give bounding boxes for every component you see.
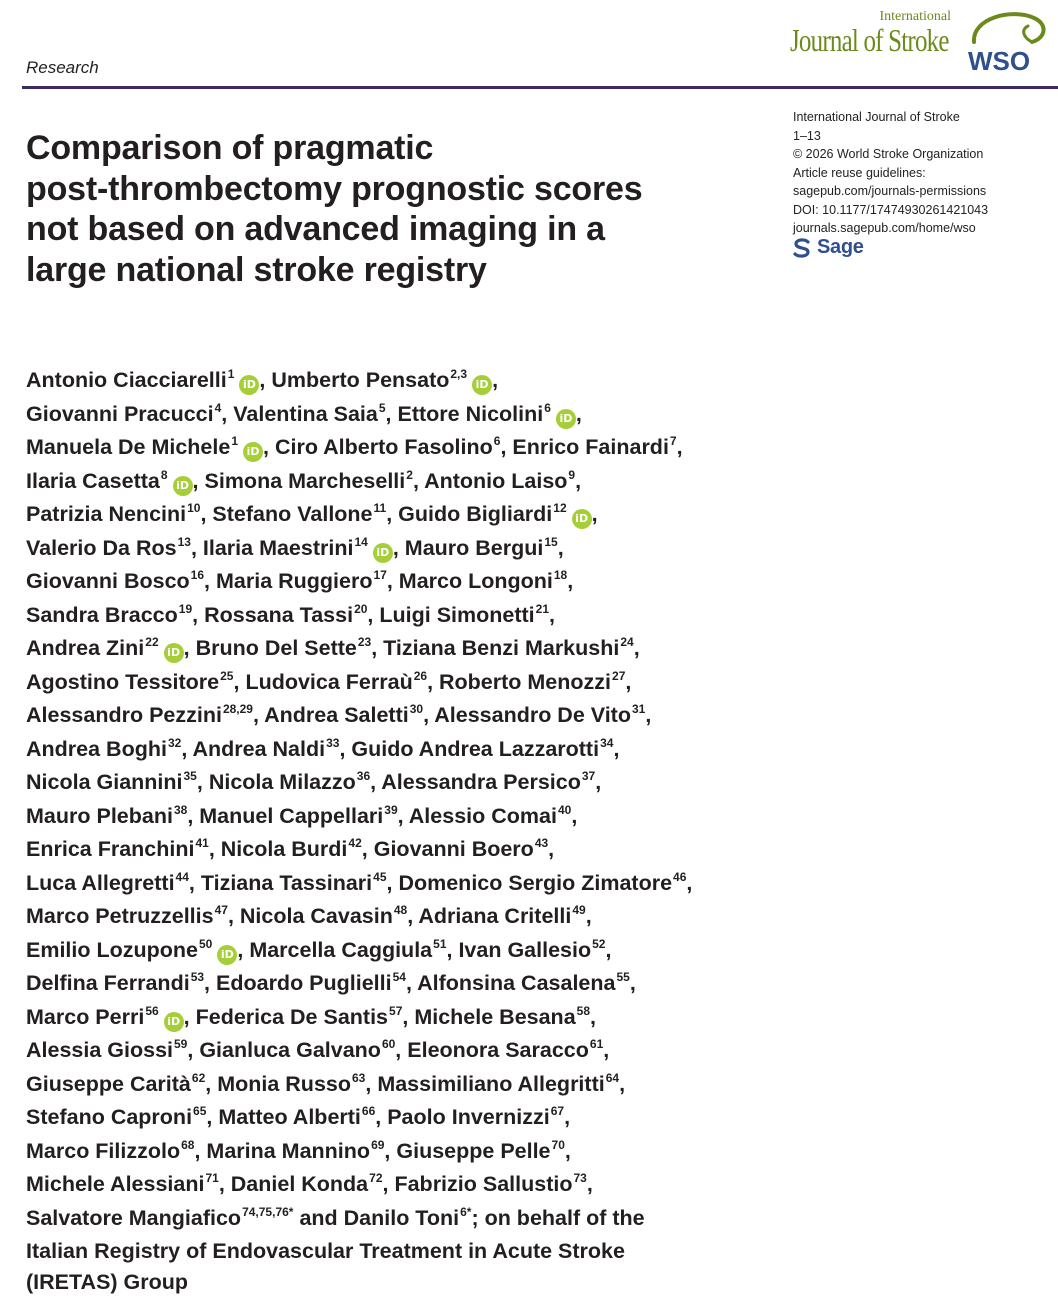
author-name: Patrizia Nencini — [26, 502, 186, 526]
author-name: Manuela De Michele — [26, 435, 230, 459]
author-separator: , — [564, 1105, 570, 1129]
meta-line[interactable]: DOI: 10.1177/17474930261421043 — [793, 201, 1053, 220]
article-meta — [793, 108, 1053, 238]
author-name: Guido Bigliardi — [398, 502, 552, 526]
author-separator: , — [237, 938, 249, 962]
author-name: Alessio Comai — [409, 804, 557, 828]
affiliation-marker: 48 — [394, 903, 407, 917]
author-name: Italian Registry of Endovascular Treatment in Acute Stroke — [26, 1239, 625, 1263]
author-separator: , — [194, 1139, 206, 1163]
affiliation-marker: 32 — [168, 736, 181, 750]
author-line — [26, 1002, 1056, 1036]
author-name: Alessandro Pezzini — [26, 703, 222, 727]
orcid-icon[interactable]: iD — [217, 945, 237, 965]
author-separator: , — [187, 1038, 199, 1062]
author-name: Enrica Franchini — [26, 837, 194, 861]
affiliation-marker: 58 — [577, 1004, 590, 1018]
author-separator: , — [383, 1172, 395, 1196]
journal-name-large: Journal of Stroke — [790, 24, 919, 56]
author-line — [26, 700, 1056, 734]
author-separator: , — [500, 435, 512, 459]
author-separator: , — [571, 804, 577, 828]
affiliation-marker: 65 — [193, 1104, 206, 1118]
author-separator: , — [370, 770, 381, 794]
author-separator: , — [398, 804, 409, 828]
author-name: Sandra Bracco — [26, 603, 178, 627]
author-separator: , — [592, 502, 598, 526]
author-name: Giovanni Boero — [374, 837, 534, 861]
affiliation-marker: 15 — [544, 535, 557, 549]
author-name: Salvatore Mangiafico — [26, 1206, 241, 1230]
affiliation-marker: 66 — [362, 1104, 375, 1118]
author-separator: , — [367, 603, 379, 627]
author-line — [26, 801, 1056, 835]
affiliation-marker: 21 — [536, 602, 549, 616]
affiliation-marker: 46 — [673, 870, 686, 884]
affiliation-marker: 41 — [195, 836, 208, 850]
author-name: Fabrizio Sallustio — [394, 1172, 572, 1196]
affiliation-marker: 70 — [552, 1138, 565, 1152]
orcid-icon[interactable]: iD — [243, 442, 263, 462]
author-name: Nicola Giannini — [26, 770, 183, 794]
author-separator: , — [197, 770, 209, 794]
affiliation-marker: 53 — [191, 970, 204, 984]
author-line — [26, 1236, 1056, 1267]
affiliation-marker: 63 — [352, 1071, 365, 1085]
author-line — [26, 1069, 1056, 1103]
author-name: Michele Besana — [414, 1005, 575, 1029]
author-name: Giovanni Pracucci — [26, 402, 214, 426]
affiliation-marker: 67 — [551, 1104, 564, 1118]
affiliation-marker: 16 — [191, 568, 204, 582]
author-separator: , — [263, 435, 275, 459]
author-separator: , — [386, 402, 398, 426]
author-name: Enrico Fainardi — [512, 435, 669, 459]
affiliation-marker: 38 — [174, 803, 187, 817]
author-separator: , — [645, 703, 651, 727]
author-separator: , — [387, 871, 399, 895]
author-separator: , — [630, 971, 636, 995]
meta-line[interactable]: sagepub.com/journals-permissions — [793, 182, 1053, 201]
author-line — [26, 868, 1056, 902]
author-separator: , — [605, 938, 611, 962]
author-name: Matteo Alberti — [218, 1105, 361, 1129]
author-name: Tiziana Tassinari — [201, 871, 372, 895]
author-name: Ivan Gallesio — [458, 938, 591, 962]
author-name: Roberto Menozzi — [439, 670, 611, 694]
author-separator: , — [365, 1072, 377, 1096]
author-separator: , — [413, 469, 424, 493]
author-separator: , — [228, 904, 240, 928]
author-name: Alessandra Persico — [381, 770, 581, 794]
author-name: Andrea Naldi — [192, 737, 325, 761]
affiliation-marker: 22 — [145, 635, 158, 649]
affiliation-marker: 6 — [494, 434, 501, 448]
author-line — [26, 1102, 1056, 1136]
affiliation-marker: 55 — [616, 970, 629, 984]
author-name: Michele Alessiani — [26, 1172, 204, 1196]
affiliation-marker: 52 — [592, 937, 605, 951]
affiliation-marker: 11 — [374, 501, 387, 515]
title-line: not based on advanced imaging in a — [26, 209, 726, 250]
affiliation-marker: 28,29 — [223, 702, 253, 716]
author-name: Ludovica Ferraù — [245, 670, 412, 694]
author-separator: , — [634, 636, 640, 660]
affiliation-marker: 12 — [553, 501, 566, 515]
author-name: Nicola Milazzo — [209, 770, 356, 794]
author-name: Valerio Da Ros — [26, 536, 177, 560]
affiliation-marker: 45 — [373, 870, 386, 884]
wso-logo-icon — [962, 8, 1054, 74]
author-name: Ilaria Maestrini — [203, 536, 354, 560]
author-name: Mauro Plebani — [26, 804, 173, 828]
author-name: Mauro Bergui — [405, 536, 544, 560]
affiliation-marker: 39 — [384, 803, 397, 817]
author-name: Marina Mannino — [206, 1139, 370, 1163]
affiliation-marker: 2 — [406, 468, 413, 482]
journal-name-small: International — [790, 10, 951, 24]
author-separator: , — [371, 636, 383, 660]
affiliation-marker: 5 — [379, 401, 386, 415]
author-separator: , — [200, 502, 212, 526]
author-name: Antonio Ciacciarelli — [26, 368, 227, 392]
author-line — [26, 734, 1056, 768]
author-separator: , — [427, 670, 439, 694]
author-separator: , — [595, 770, 601, 794]
author-name: Daniel Konda — [231, 1172, 368, 1196]
affiliation-marker: 6* — [460, 1205, 471, 1219]
affiliation-marker: 73 — [573, 1171, 586, 1185]
author-name: Tiziana Benzi Markushi — [383, 636, 619, 660]
author-separator: , — [206, 1105, 218, 1129]
author-line — [26, 1035, 1056, 1069]
author-separator: , — [253, 703, 264, 727]
affiliation-marker: 60 — [382, 1037, 395, 1051]
author-name: Alfonsina Casalena — [417, 971, 615, 995]
affiliation-marker: 69 — [371, 1138, 384, 1152]
affiliation-marker: 49 — [572, 903, 585, 917]
author-separator: , — [677, 435, 683, 459]
author-line — [26, 1267, 1056, 1297]
author-separator: , — [339, 737, 351, 761]
author-name: Maria Ruggiero — [216, 569, 373, 593]
orcid-icon[interactable]: iD — [572, 509, 592, 529]
affiliation-marker: 64 — [606, 1071, 619, 1085]
author-separator: , — [192, 603, 204, 627]
author-separator: , — [625, 670, 631, 694]
author-name: Giovanni Bosco — [26, 569, 190, 593]
author-separator: , — [395, 1038, 407, 1062]
author-separator: , — [209, 837, 221, 861]
author-separator: , — [548, 837, 554, 861]
affiliation-marker: 31 — [632, 702, 645, 716]
author-name: Paolo Invernizzi — [387, 1105, 549, 1129]
author-name: Domenico Sergio Zimatore — [398, 871, 672, 895]
affiliation-marker: 33 — [326, 736, 339, 750]
affiliation-marker: 14 — [354, 535, 367, 549]
author-line — [26, 968, 1056, 1002]
author-name: Gianluca Galvano — [199, 1038, 381, 1062]
author-name: Massimiliano Allegritti — [377, 1072, 604, 1096]
author-name: (IRETAS) Group — [26, 1270, 188, 1294]
author-separator: , — [549, 603, 555, 627]
author-separator: , — [619, 1072, 625, 1096]
author-name: Luigi Simonetti — [379, 603, 534, 627]
author-name: Guido Andrea Lazzarotti — [351, 737, 599, 761]
author-name: Marcella Caggiula — [249, 938, 432, 962]
author-name: Monia Russo — [217, 1072, 351, 1096]
affiliation-marker: 68 — [181, 1138, 194, 1152]
sage-s-icon — [793, 238, 811, 258]
author-separator: , — [558, 536, 564, 560]
author-line — [26, 633, 1056, 667]
affiliation-marker: 26 — [414, 669, 427, 683]
affiliation-marker: 56 — [145, 1004, 158, 1018]
author-name: Manuel Cappellari — [199, 804, 383, 828]
author-name: Edoardo Puglielli — [216, 971, 392, 995]
author-separator: , — [191, 536, 203, 560]
affiliation-marker: 61 — [590, 1037, 603, 1051]
author-separator: , — [193, 469, 205, 493]
author-line — [26, 533, 1056, 567]
author-name: Valentina Saia — [233, 402, 378, 426]
affiliation-marker: 54 — [393, 970, 406, 984]
affiliation-marker: 25 — [220, 669, 233, 683]
author-name: Stefano Vallone — [212, 502, 372, 526]
affiliation-marker: 18 — [554, 568, 567, 582]
author-name: Danilo Toni — [344, 1206, 459, 1230]
meta-line: © 2026 World Stroke Organization — [793, 145, 1053, 164]
author-separator: , — [576, 402, 582, 426]
journal-logo — [790, 10, 955, 56]
author-separator: , — [233, 670, 245, 694]
affiliation-marker: 37 — [582, 769, 595, 783]
affiliation-marker: 36 — [357, 769, 370, 783]
author-separator: , — [586, 904, 592, 928]
meta-line: Article reuse guidelines: — [793, 164, 1053, 183]
author-name: Giuseppe Carità — [26, 1072, 191, 1096]
orcid-icon[interactable]: iD — [239, 375, 259, 395]
author-separator: , — [492, 368, 498, 392]
author-separator: , — [375, 1105, 387, 1129]
author-separator: , — [447, 938, 459, 962]
affiliation-marker: 30 — [410, 702, 423, 716]
author-separator: , — [423, 703, 434, 727]
author-separator: , — [603, 1038, 609, 1062]
author-name: Stefano Caproni — [26, 1105, 192, 1129]
sage-logo — [793, 236, 864, 259]
author-line — [26, 399, 1056, 433]
orcid-icon[interactable]: iD — [472, 375, 492, 395]
affiliation-marker: 47 — [215, 903, 228, 917]
meta-line[interactable]: journals.sagepub.com/home/wso — [793, 219, 1053, 238]
affiliation-marker: 50 — [199, 937, 212, 951]
affiliation-marker: 35 — [184, 769, 197, 783]
affiliation-marker: 2,3 — [450, 367, 467, 381]
affiliation-marker: 17 — [373, 568, 386, 582]
author-separator: , — [189, 871, 201, 895]
affiliation-marker: 42 — [348, 836, 361, 850]
author-separator: , — [393, 536, 405, 560]
orcid-icon[interactable]: iD — [373, 543, 393, 563]
author-separator: , — [384, 1139, 396, 1163]
author-separator: , — [686, 871, 692, 895]
author-separator: , — [184, 636, 196, 660]
author-name: Delfina Ferrandi — [26, 971, 190, 995]
author-name: Ettore Nicolini — [398, 402, 544, 426]
author-name: Andrea Boghi — [26, 737, 167, 761]
author-name: Ilaria Casetta — [26, 469, 160, 493]
author-separator: , — [362, 837, 374, 861]
wso-logo-text: WSO — [968, 46, 1030, 74]
author-list — [26, 365, 1056, 1297]
author-name: Alessia Giossi — [26, 1038, 173, 1062]
meta-line: International Journal of Stroke — [793, 108, 1053, 127]
author-separator: , — [587, 1172, 593, 1196]
author-line — [26, 901, 1056, 935]
article-title — [26, 128, 726, 290]
author-name: Simona Marcheselli — [205, 469, 406, 493]
affiliation-marker: 74,75,76* — [242, 1205, 293, 1219]
affiliation-marker: 57 — [389, 1004, 402, 1018]
author-name: Bruno Del Sette — [196, 636, 357, 660]
author-name: Luca Allegretti — [26, 871, 175, 895]
affiliation-marker: 1 — [231, 434, 238, 448]
author-line — [26, 600, 1056, 634]
author-separator: , — [590, 1005, 596, 1029]
author-separator: , — [387, 569, 399, 593]
author-name: Giuseppe Pelle — [396, 1139, 550, 1163]
author-line — [26, 1169, 1056, 1203]
author-name: Andrea Saletti — [264, 703, 409, 727]
author-line — [26, 566, 1056, 600]
author-separator: , — [386, 502, 398, 526]
affiliation-marker: 51 — [433, 937, 446, 951]
author-separator: , — [184, 1005, 196, 1029]
author-name: Federica De Santis — [196, 1005, 388, 1029]
affiliation-marker: 7 — [670, 434, 677, 448]
author-line — [26, 1136, 1056, 1170]
author-name: Adriana Critelli — [418, 904, 571, 928]
author-separator: , — [259, 368, 271, 392]
author-separator: , — [181, 737, 192, 761]
author-line — [26, 935, 1056, 969]
affiliation-marker: 20 — [354, 602, 367, 616]
author-separator: , — [205, 1072, 217, 1096]
affiliation-marker: 4 — [215, 401, 222, 415]
affiliation-marker: 23 — [358, 635, 371, 649]
orcid-icon[interactable]: iD — [164, 643, 184, 663]
orcid-icon[interactable]: iD — [173, 476, 193, 496]
author-separator: , — [402, 1005, 414, 1029]
author-line — [26, 1203, 1056, 1237]
orcid-icon[interactable]: iD — [556, 409, 576, 429]
author-name: Agostino Tessitore — [26, 670, 219, 694]
affiliation-marker: 10 — [187, 501, 200, 515]
affiliation-marker: 71 — [205, 1171, 218, 1185]
author-name: Marco Petruzzellis — [26, 904, 214, 928]
author-line — [26, 466, 1056, 500]
author-separator: ; on behalf of the — [471, 1206, 644, 1230]
author-separator: , — [204, 971, 216, 995]
affiliation-marker: 59 — [174, 1037, 187, 1051]
author-name: Nicola Burdi — [221, 837, 348, 861]
author-separator: , — [613, 737, 619, 761]
author-separator: , — [221, 402, 233, 426]
author-line — [26, 767, 1056, 801]
author-name: Marco Filizzolo — [26, 1139, 180, 1163]
author-name: Andrea Zini — [26, 636, 144, 660]
author-separator: , — [407, 904, 418, 928]
author-name: Emilio Lozupone — [26, 938, 198, 962]
affiliation-marker: 40 — [558, 803, 571, 817]
title-line: Comparison of pragmatic — [26, 128, 726, 169]
affiliation-marker: 6 — [544, 401, 551, 415]
author-name: Rossana Tassi — [204, 603, 353, 627]
author-line — [26, 667, 1056, 701]
author-separator: , — [565, 1139, 571, 1163]
author-name: Marco Perri — [26, 1005, 144, 1029]
orcid-icon[interactable]: iD — [164, 1012, 184, 1032]
author-separator: , — [187, 804, 199, 828]
author-name: Alessandro De Vito — [434, 703, 631, 727]
affiliation-marker: 44 — [176, 870, 189, 884]
author-name: Antonio Laiso — [424, 469, 567, 493]
affiliation-marker: 19 — [179, 602, 192, 616]
affiliation-marker: 72 — [369, 1171, 382, 1185]
author-name: Eleonora Saracco — [407, 1038, 589, 1062]
affiliation-marker: 1 — [228, 367, 235, 381]
header-rule — [22, 86, 1058, 89]
affiliation-marker: 34 — [600, 736, 613, 750]
affiliation-marker: 27 — [612, 669, 625, 683]
author-separator: , — [204, 569, 216, 593]
affiliation-marker: 8 — [161, 468, 168, 482]
author-separator: , — [219, 1172, 231, 1196]
affiliation-marker: 9 — [568, 468, 575, 482]
affiliation-marker: 13 — [178, 535, 191, 549]
author-name: Umberto Pensato — [271, 368, 449, 392]
sage-label: Sage — [817, 236, 864, 259]
title-line: large national stroke registry — [26, 250, 726, 291]
section-label: Research — [26, 58, 99, 78]
author-name: Ciro Alberto Fasolino — [275, 435, 493, 459]
affiliation-marker: 24 — [620, 635, 633, 649]
author-line — [26, 432, 1056, 466]
author-name: Nicola Cavasin — [240, 904, 393, 928]
author-name: Marco Longoni — [399, 569, 553, 593]
meta-line: 1–13 — [793, 127, 1053, 146]
author-line — [26, 365, 1056, 399]
author-line — [26, 834, 1056, 868]
author-separator: , — [567, 569, 573, 593]
author-separator: , — [575, 469, 581, 493]
title-line: post-thrombectomy prognostic scores — [26, 169, 726, 210]
author-line — [26, 499, 1056, 533]
affiliation-marker: 43 — [535, 836, 548, 850]
author-separator: , — [406, 971, 417, 995]
author-separator: and — [293, 1206, 343, 1230]
affiliation-marker: 62 — [192, 1071, 205, 1085]
